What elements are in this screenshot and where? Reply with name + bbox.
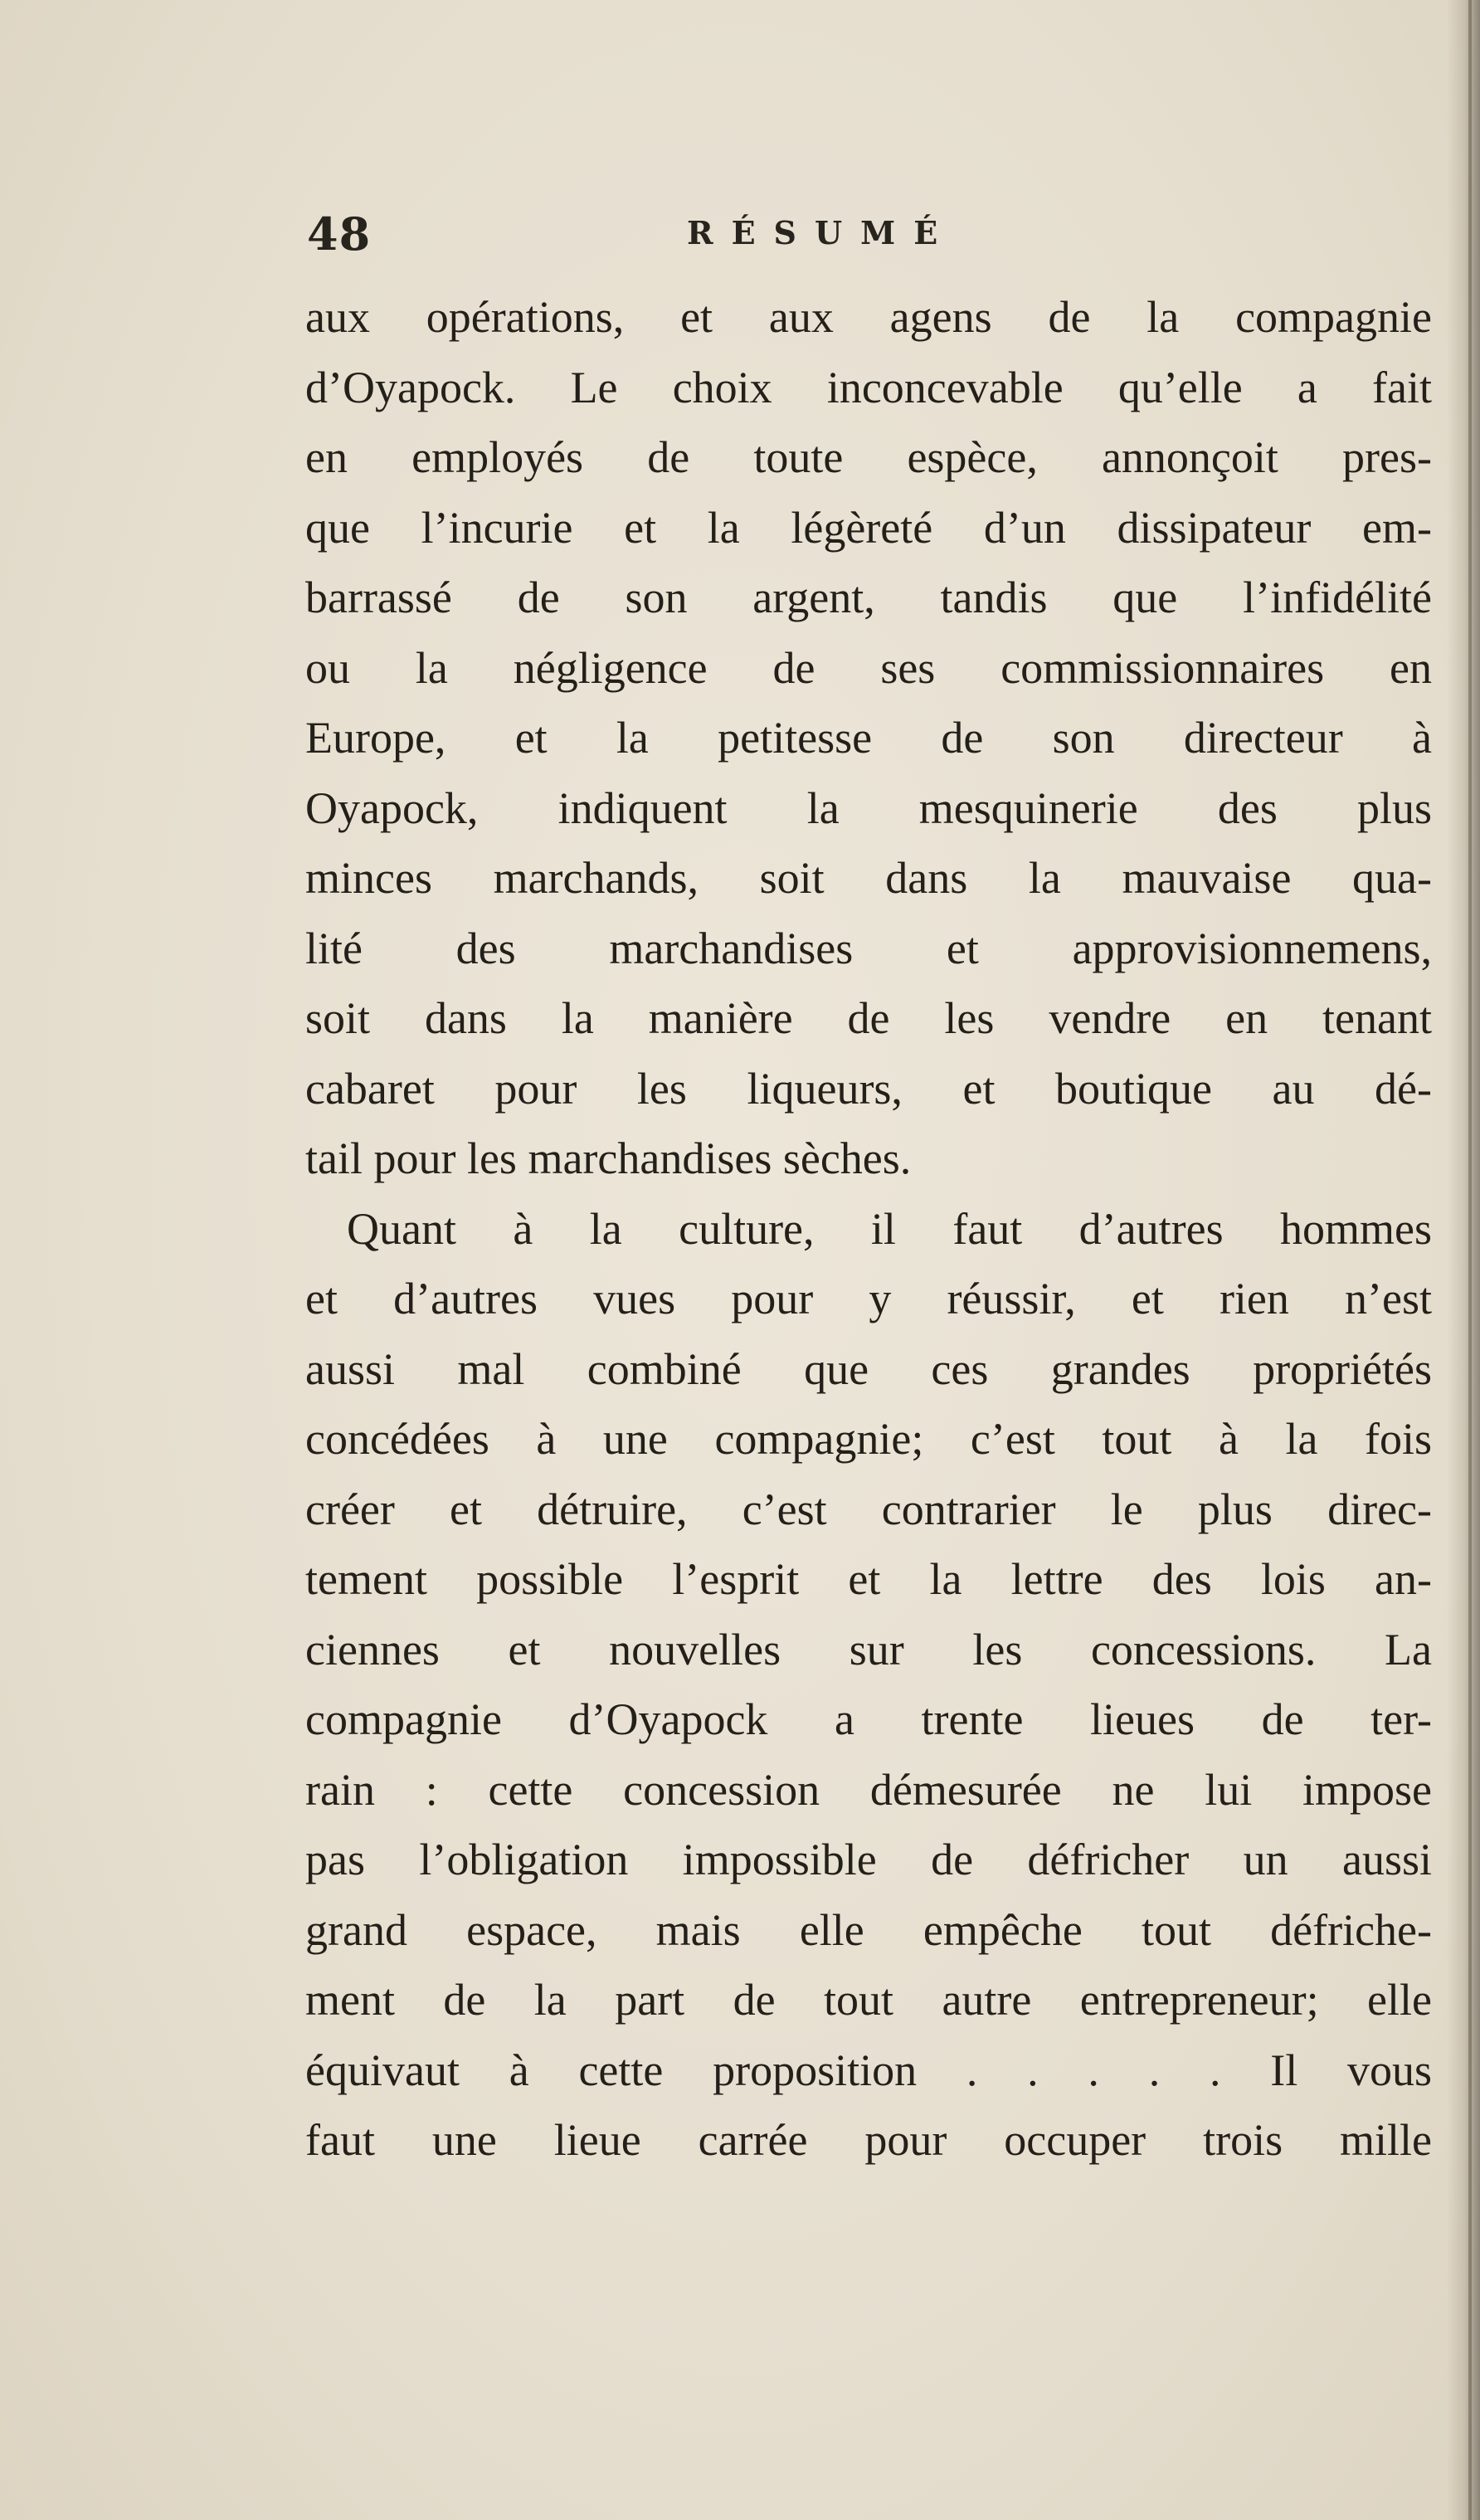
text-line: aussi mal combiné que ces grandes propriétés	[305, 1343, 1432, 1394]
text-line: grand espace, mais elle empêche tout défriche-	[305, 1904, 1432, 1955]
text-line: faut une lieue carrée pour occuper trois mille	[305, 2115, 1432, 2165]
text-line: rain : cette concession démesurée ne lui impose	[305, 1764, 1432, 1815]
text-line: Europe, et la petitesse de son directeur à	[305, 713, 1432, 763]
text-line: équivaut à cette proposition . . . . . Il vous	[305, 2045, 1432, 2095]
text-line: Oyapock, indiquent la mesquinerie des plus	[305, 782, 1432, 833]
text-line: que l’incurie et la légèreté d’un dissipateur em-	[305, 502, 1432, 553]
text-line: d’Oyapock. Le choix inconcevable qu’elle a fait	[305, 362, 1432, 412]
text-line: ment de la part de tout autre entrepreneur; elle	[305, 1975, 1432, 2025]
page-header	[307, 207, 1460, 274]
running-head: RÉSUMÉ	[687, 214, 957, 251]
text-line: minces marchands, soit dans la mauvaise qua-	[305, 853, 1432, 903]
text-line: compagnie d’Oyapock a trente lieues de ter-	[305, 1694, 1432, 1744]
text-line: cabaret pour les liqueurs, et boutique au dé-	[305, 1063, 1432, 1114]
text-line: barrassé de son argent, tandis que l’infidélité	[305, 573, 1432, 622]
text-line: tail pour les marchandises sèches.	[305, 1133, 912, 1183]
page-number: 48	[307, 207, 372, 261]
text-line: pas l’obligation impossible de défricher un aussi	[305, 1835, 1432, 1884]
text-line: et d’autres vues pour y réussir, et rien n’est	[305, 1274, 1432, 1323]
text-line: ciennes et nouvelles sur les concessions. La	[305, 1624, 1432, 1674]
text-line: créer et détruire, c’est contrarier le plus direc-	[305, 1484, 1432, 1534]
text-line: aux opérations, et aux agens de la compagnie	[305, 292, 1432, 342]
text-line: soit dans la manière de les vendre en tenant	[305, 993, 1432, 1043]
body-text	[305, 282, 1432, 2176]
text-line: ou la négligence de ses commissionnaires en	[305, 642, 1432, 693]
binding-edge	[1468, 0, 1472, 2520]
binding-shadow	[1447, 0, 1480, 2520]
text-line: en employés de toute espèce, annonçoit pres-	[305, 432, 1432, 482]
text-line: Quant à la culture, il faut d’autres hommes	[347, 1203, 1432, 1254]
text-line: lité des marchandises et approvisionnemens,	[305, 923, 1432, 973]
text-line: tement possible l’esprit et la lettre des lois an-	[305, 1554, 1432, 1604]
text-line: concédées à une compagnie; c’est tout à la fois	[305, 1414, 1432, 1464]
